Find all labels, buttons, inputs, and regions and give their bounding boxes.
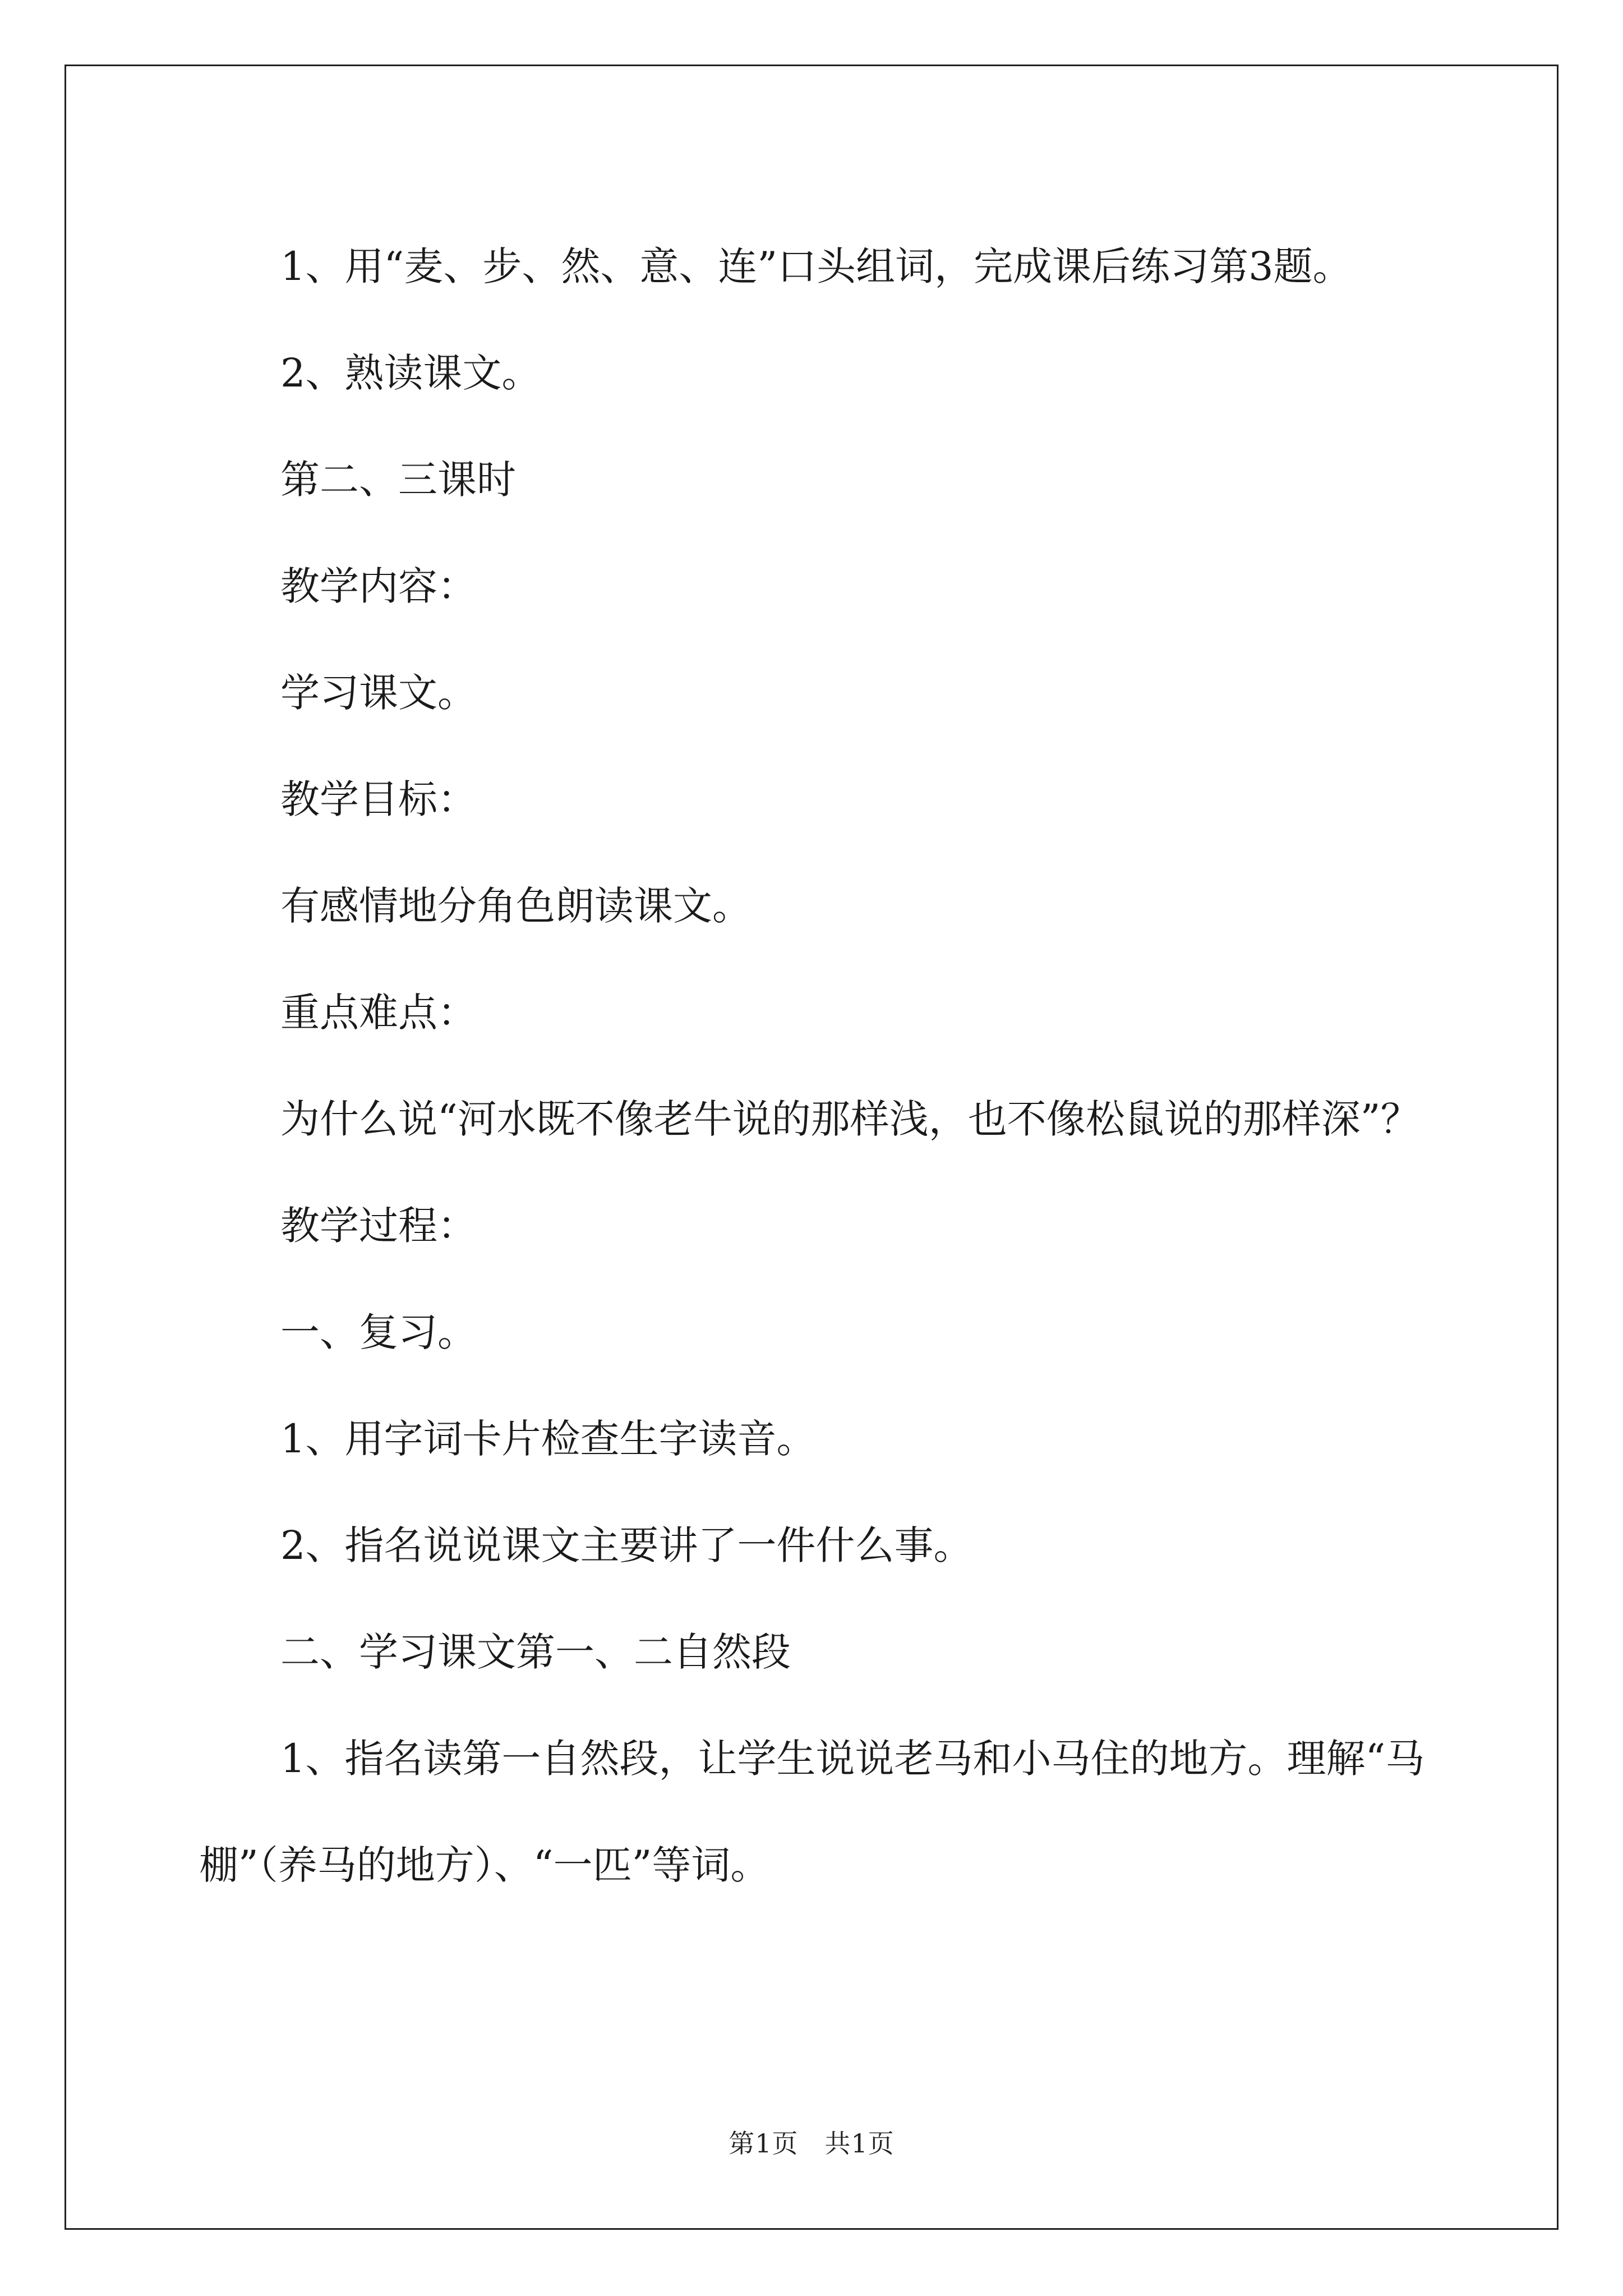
document-body <box>199 213 1427 1918</box>
paragraph: 有感情地分角色朗读课文。 <box>280 883 751 929</box>
paragraph: 一、复习。 <box>280 1309 477 1355</box>
paragraph: 2、熟读课文。 <box>280 350 541 396</box>
page-number: 第1页 共1页 <box>728 2128 895 2159</box>
paragraph: 教学目标： <box>280 776 477 822</box>
paragraph: 重点难点： <box>280 990 477 1036</box>
paragraph: 学习课文。 <box>280 670 477 716</box>
paragraph: 1、用“麦、步、然、意、连”口头组词，完成课后练习第3题。 <box>280 243 1352 289</box>
paragraph: 1、指名读第一自然段，让学生说说老马和小马住的地方。理解“马棚”（养马的地方）、“一匹”等词。 <box>199 1736 1425 1888</box>
paragraph: 1、用字词卡片检查生字读音。 <box>280 1416 816 1462</box>
section-heading: 第二、三课时 <box>280 457 516 503</box>
paragraph: 教学过程： <box>280 1203 477 1249</box>
paragraph: 二、学习课文第一、二自然段 <box>280 1629 791 1675</box>
paragraph: 为什么说“河水既不像老牛说的那样浅，也不像松鼠说的那样深”？ <box>280 1096 1420 1142</box>
paragraph: 2、指名说说课文主要讲了一件什么事。 <box>280 1522 973 1568</box>
paragraph: 教学内容： <box>280 563 477 609</box>
